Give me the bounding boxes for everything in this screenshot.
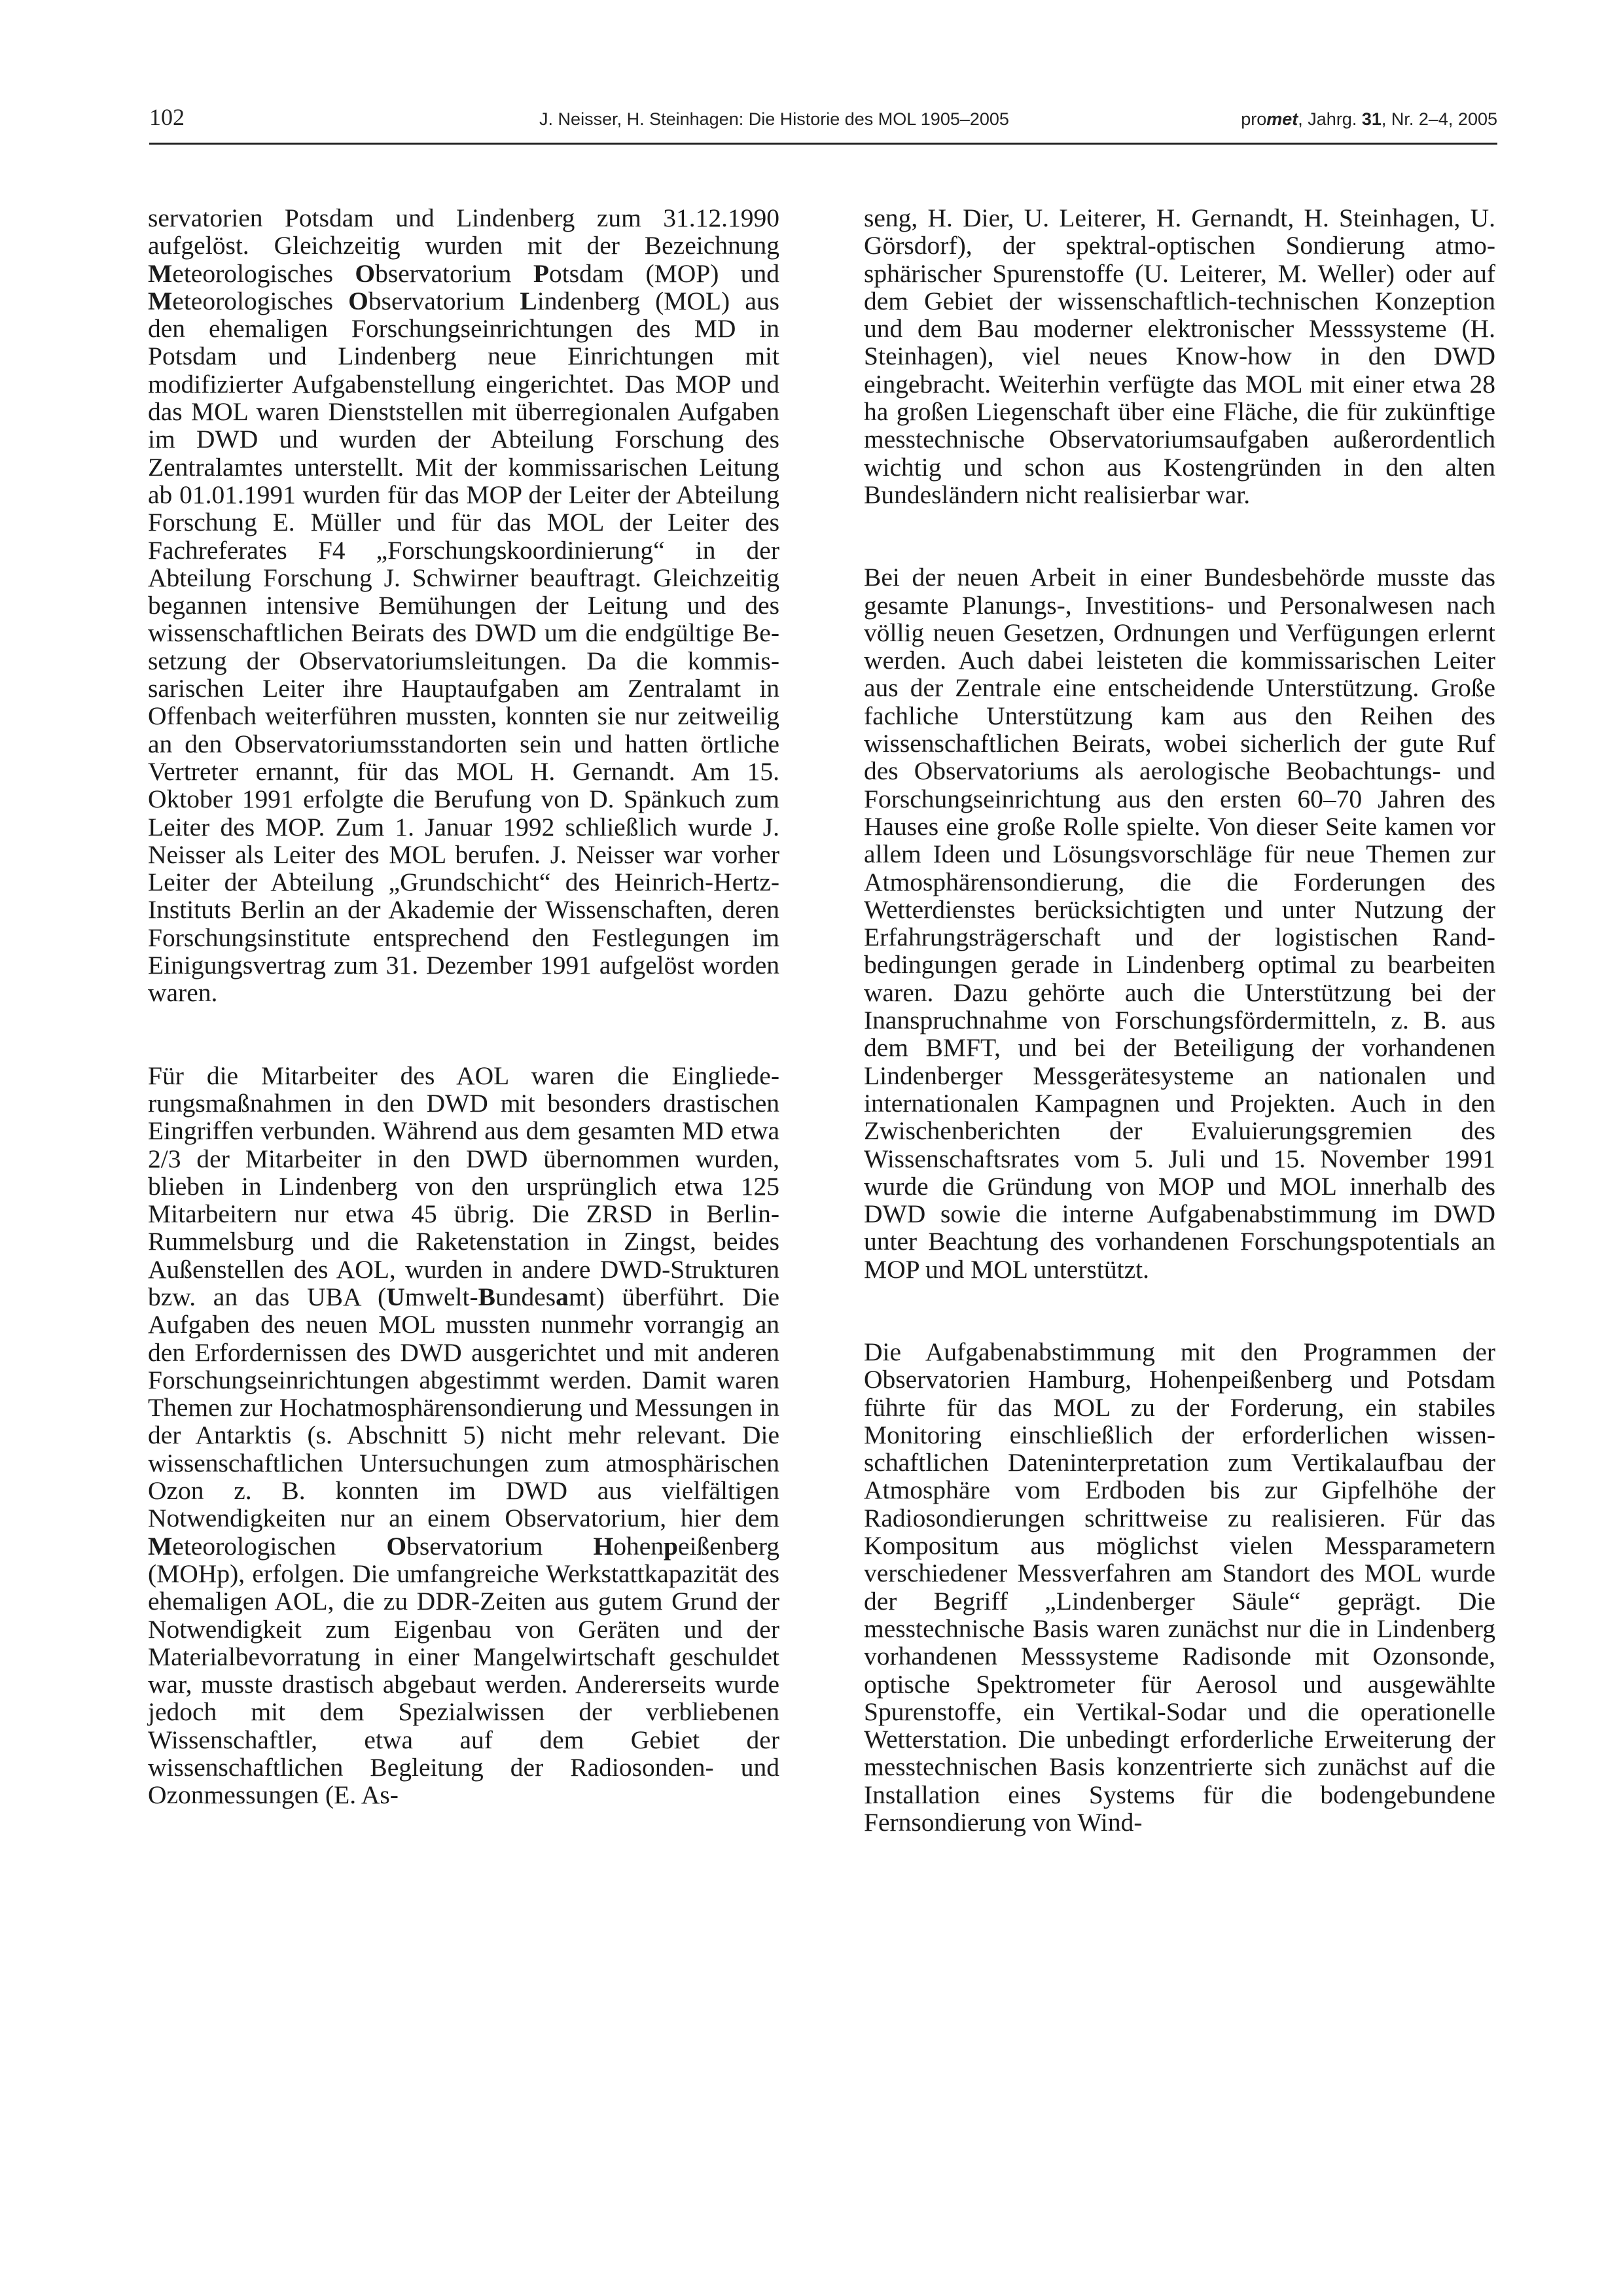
right-column: [864, 204, 1495, 1836]
journal-name-pro: pro: [1241, 109, 1267, 129]
left-column: [148, 204, 779, 1809]
journal-name-met: met: [1266, 109, 1298, 129]
journal-year: , Jahrg.: [1298, 109, 1362, 129]
page-number: 102: [149, 104, 185, 130]
header-rule: [149, 143, 1497, 145]
running-header: [149, 103, 1497, 140]
journal-citation: [1241, 109, 1497, 130]
paragraph: seng, H. Dier, U. Leiterer, H. Gernandt, H. Steinhagen, U. Görsdorf), der spektral-optischen Sondierung atmosphärischer Spurenstoffe (U. Leiterer, M. Weller) oder auf dem Gebiet der wissenschaftlich-technischen Konzeption und dem Bau moderner elektronischer Messsysteme (H. Steinhagen), viel neues Know-how in den DWD eingebracht. Weiterhin verfügte das MOL mit einer etwa 28 ha großen Liegenschaft über eine Fläche, die für zukünftige messtechnische Observatoriumsaufgaben außerordentlich wichtig und schon aus Kostengründen in den alten Bundesländern nicht realisierbar war.: [864, 203, 1495, 509]
paragraph: Bei der neuen Arbeit in einer Bundesbehörde musste das gesamte Planungs-, Investitions- und Personalwesen nach völlig neuen Gesetzen, Ordnungen und Verfügungen erlernt werden. Auch dabei leisteten die kommissarischen Leiter aus der Zentrale eine entscheidende Unterstützung. Große fachliche Unterstützung kam aus den Reihen des wissenschaftlichen Beirats, wobei sicherlich der gute Ruf des Observatoriums als aerologische Beobachtungs- und Forschungseinrichtung aus den ersten 60–70 Jahren des Hauses eine große Rolle spielte. Von dieser Seite kamen vor allem Ideen und Lösungsvorschläge für neue Themen zur Atmosphärensondierung, die die Forderungen des Wetterdienstes berücksichtigten und unter Nutzung der Erfahrungsträgerschaft und der logistischen Randbedingungen gerade in Lindenberg optimal zu bearbeiten waren. Dazu gehörte auch die Unterstützung bei der Inanspruchnahme von Forschungsfördermitteln, z. B. aus dem BMFT, und bei der Beteiligung der vorhandenen Lindenberger Messgerätesysteme an nationalen und internationalen Kampagnen und Projekten. Auch in den Zwischenberichten der Evaluierungsgremien des Wissenschaftsrates vom 5. Juli und 15. November 1991 wurde die Gründung von MOP und MOL innerhalb des DWD sowie die interne Aufgabenabstimmung im DWD unter Beachtung des vorhandenen Forschungspotentials an MOP und MOL unterstützt.: [864, 563, 1495, 1284]
paragraph: servatorien Potsdam und Lindenberg zum 31.12.1990 aufgelöst. Gleichzeitig wurden mit der Bezeichnung Meteorologisches Observatorium Potsdam (MOP) und Meteorologisches Observatorium Lindenberg (MOL) aus den ehemaligen Forschungseinrichtungen des MD in Potsdam und Lindenberg neue Einrichtungen mit modifizierter Aufgabenstellung eingerichtet. Das MOP und das MOL waren Dienststellen mit überregionalen Aufgaben im DWD und wurden der Abteilung Forschung des Zentralamtes unterstellt. Mit der kommissarischen Leitung ab 01.01.1991 wurden für das MOP der Leiter der Abteilung Forschung E. Müller und für das MOL der Leiter des Fachreferates F4 „Forschungskoordinierung“ in der Abteilung Forschung J. Schwirner beauftragt. Gleichzeitig begannen intensive Bemühungen der Leitung und des wissenschaftlichen Beirats des DWD um die endgültige Besetzung der Observatoriumsleitungen. Da die kommissarischen Leiter ihre Hauptaufgaben am Zentralamt in Offenbach weiterführen mussten, konnten sie nur zeitweilig an den Observatoriumsstandorten sein und hatten örtliche Vertreter ernannt, für das MOL H. Gernandt. Am 15. Oktober 1991 erfolgte die Berufung von D. Spänkuch zum Leiter des MOP. Zum 1. Januar 1992 schließlich wurde J. Neisser als Leiter des MOL berufen. J. Neisser war vorher Leiter der Abteilung „Grundschicht“ des Heinrich-Hertz-Instituts Berlin an der Akademie der Wissenschaften, deren Forschungsinstitute entsprechend den Festlegungen im Einigungsvertrag zum 31. Dezember 1991 aufgelöst worden waren.: [148, 203, 780, 1008]
paragraph: Die Aufgabenabstimmung mit den Programmen der Observatorien Hamburg, Hohenpeißenberg und Potsdam führte für das MOL zu der Forderung, ein stabiles Monitoring einschließlich der erforderlichen wissenschaftlichen Dateninterpretation zum Vertikalaufbau der Atmosphäre vom Erdboden bis zur Gipfelhöhe der Radiosondierungen schrittweise zu realisieren. Für das Kompositum aus möglichst vielen Messparametern verschiedener Messverfahren am Standort des MOL wurde der Begriff „Lindenberger Säule“ geprägt. Die messtechnische Basis waren zunächst nur die in Lindenberg vorhandenen Messsysteme Radisonde mit Ozonsonde, optische Spektrometer für Aerosol und ausgewählte Spurenstoffe, ein Vertikal-Sodar und die operationelle Wetterstation. Die unbedingt erforderliche Erweiterung der messtechnischen Basis konzentrierte sich zunächst auf die Installation eines Systems für die bodengebundene Fernsondierung von Wind-: [864, 1337, 1495, 1837]
journal-volume: 31: [1361, 109, 1382, 129]
paragraph: Für die Mitarbeiter des AOL waren die Eingliederungsmaßnahmen in den DWD mit besonders drastischen Eingriffen verbunden. Während aus dem gesamten MD etwa 2/3 der Mitarbeiter in den DWD übernommen wurden, blieben in Lindenberg von den ursprünglich etwa 125 Mitarbeitern nur etwa 45 übrig. Die ZRSD in Berlin-Rummelsburg und die Raketenstation in Zingst, beides Außenstellen des AOL, wurden in andere DWD-Strukturen bzw. an das UBA (Umwelt-Bundesamt) überführt. Die Aufgaben des neuen MOL mussten nunmehr vorrangig an den Erfordernissen des DWD ausgerichtet und mit anderen Forschungseinrichtungen abgestimmt werden. Damit waren Themen zur Hochatmosphärensondierung und Messungen in der Antarktis (s. Abschnitt 5) nicht mehr relevant. Die wissenschaftlichen Untersuchungen zum atmosphärischen Ozon z. B. konnten im DWD aus vielfältigen Notwendigkeiten nur an einem Observatorium, hier dem Meteorologischen Observatorium Hohenpeißenberg (MOHp), erfolgen. Die umfangreiche Werkstattkapazität des ehemaligen AOL, die zu DDR-Zeiten aus gutem Grund der Notwendigkeit zum Eigenbau von Geräten und der Materialbevorratung in einer Mangelwirtschaft geschuldet war, musste drastisch abgebaut werden. Andererseits wurde jedoch mit dem Spezialwissen der verbliebenen Wissenschaftler, etwa auf dem Gebiet der wissenschaftlichen Begleitung der Radiosonden- und Ozonmessungen (E. As-: [148, 1061, 780, 1810]
running-title: J. Neisser, H. Steinhagen: Die Historie des MOL 1905–2005: [539, 109, 1009, 129]
journal-issue: , Nr. 2–4, 2005: [1381, 109, 1497, 129]
